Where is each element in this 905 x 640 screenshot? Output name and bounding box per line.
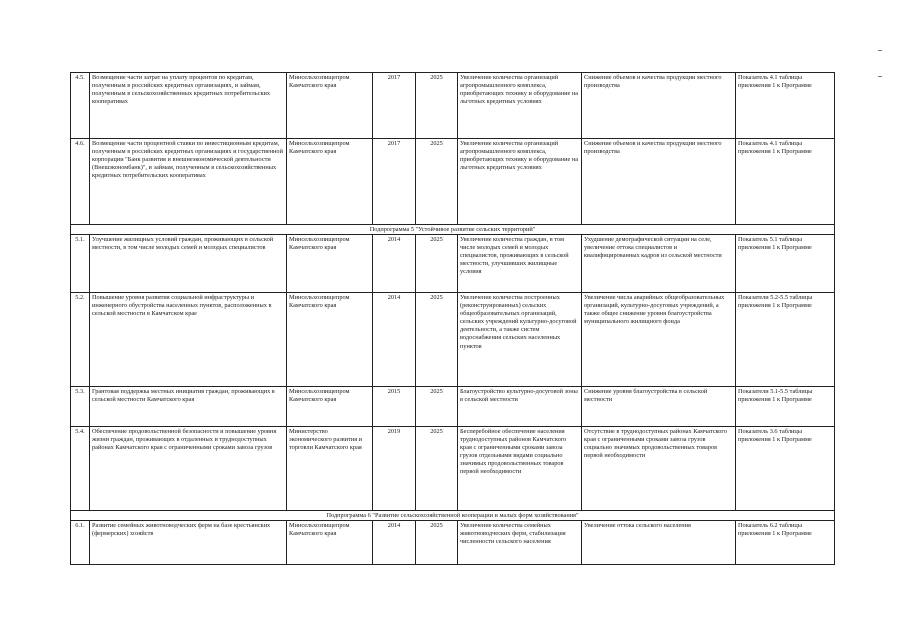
row-number: 4.6. [71,139,90,225]
start-year: 2019 [373,427,416,511]
start-year: 2017 [373,139,416,225]
scan-mark [878,76,882,77]
end-year: 2025 [416,427,458,511]
expected-result: Увеличение количества построенных (реконструированных) сельских общеобразовательных организаций, сельских учреждений культурно-досуговой деятельности, а также систем водоснабжения сельских населенных пунктов [458,293,582,387]
executor: Минсельхозпищепром Камчатского края [287,387,373,427]
scan-mark [878,50,882,51]
subprogram-title: Подпрограмма 5 "Устойчивое развитие сельских территорий" [71,225,835,235]
row-number: 5.3. [71,387,90,427]
expected-result: Увеличение количества граждан, в том числе молодых семей и молодых специалистов, проживающих в сельской местности, улучшивших жилищные условия [458,235,582,293]
end-year: 2025 [416,139,458,225]
related-indicator: Показатель 3.6 таблицы приложения 1 к Программе [736,427,835,511]
table-row [71,387,835,427]
activity-name: Повышение уровня развития социальной инфраструктуры и инженерного обустройства населенных пунктов, расположенных в сельской местности в Камчатском крае [90,293,287,387]
executor: Министерство экономического развития и торговли Камчатского края [287,427,373,511]
executor: Минсельхозпищепром Камчатского края [287,521,373,565]
activity-name: Улучшение жилищных условий граждан, проживающих в сельской местности, в том числе молодых семей и молодых специалистов [90,235,287,293]
row-number: 5.4. [71,427,90,511]
start-year: 2017 [373,73,416,139]
start-year: 2015 [373,387,416,427]
end-year: 2025 [416,387,458,427]
related-indicator: Показатель 4.1 таблицы приложения 1 к Программе [736,73,835,139]
row-number: 5.2. [71,293,90,387]
executor: Минсельхозпищепром Камчатского края [287,139,373,225]
non-implementation-consequence: Отсутствие в труднодоступных районах Камчатского края с ограниченными сроками завоза грузов социально значимых продовольственных товаров первой необходимости [582,427,736,511]
table-row [71,521,835,565]
row-number: 4.5. [71,73,90,139]
related-indicator: Показатели 5.1-5.5 таблицы приложения 1 к Программе [736,387,835,427]
subprogram-header-row [71,225,835,235]
row-number: 5.1. [71,235,90,293]
table-row [71,293,835,387]
non-implementation-consequence: Снижение объемов и качества продукции местного производства [582,139,736,225]
subprogram-title: Подпрограмма 6 "Развитие сельскохозяйственной кооперации и малых форм хозяйствования" [71,511,835,521]
non-implementation-consequence: Снижение объемов и качества продукции местного производства [582,73,736,139]
end-year: 2025 [416,293,458,387]
table-row [71,427,835,511]
start-year: 2014 [373,521,416,565]
table-row [71,73,835,139]
end-year: 2025 [416,521,458,565]
non-implementation-consequence: Снижение уровня благоустройства в сельской местности [582,387,736,427]
executor: Минсельхозпищепром Камчатского края [287,235,373,293]
end-year: 2025 [416,73,458,139]
non-implementation-consequence: Ухудшение демографической ситуации на селе, увеличение оттока специалистов и квалифицированных кадров из сельской местности [582,235,736,293]
executor: Минсельхозпищепром Камчатского края [287,73,373,139]
program-activities-table [70,72,835,565]
activity-name: Возмещение части процентной ставки по инвестиционным кредитам, полученным в российских кредитных организациях и государственной корпорации "Банк развития и внешнеэкономической деятельности (Внешэкономбанк)", и займам, полученным в сельскохозяйственных кредитных потребительских кооперативах [90,139,287,225]
non-implementation-consequence: Увеличение числа аварийных общеобразовательных организаций, культурно-досуговых учреждений, а также общее снижение уровня благоустройства муниципального жилищного фонда [582,293,736,387]
end-year: 2025 [416,235,458,293]
related-indicator: Показатель 6.2 таблицы приложения 1 к Программе [736,521,835,565]
activity-name: Грантовая поддержка местных инициатив граждан, проживающих в сельской местности Камчатского края [90,387,287,427]
row-number: 6.1. [71,521,90,565]
executor: Минсельхозпищепром Камчатского края [287,293,373,387]
activity-name: Возмещение части затрат на уплату процентов по кредитам, полученным в российских кредитных организациях, и займам, полученным в сельскохозяйственных кредитных потребительских кооперативах [90,73,287,139]
start-year: 2014 [373,235,416,293]
expected-result: Увеличение количества семейных животноводческих ферм, стабилизация численности сельского населения [458,521,582,565]
related-indicator: Показатели 5.2-5.5 таблицы приложения 1 к Программе [736,293,835,387]
subprogram-header-row [71,511,835,521]
related-indicator: Показатель 5.1 таблицы приложения 1 к Программе [736,235,835,293]
expected-result: Увеличение количества организаций агропромышленного комплекса, приобретающих технику и оборудование на льготных кредитных условиях [458,73,582,139]
start-year: 2014 [373,293,416,387]
related-indicator: Показатель 4.1 таблицы приложения 1 к Программе [736,139,835,225]
expected-result: Бесперебойное обеспечение населения труднодоступных районов Камчатского края с ограниченными сроками завоза грузов отдельными видами социально значимых продовольственных товаров первой необходимости [458,427,582,511]
non-implementation-consequence: Увеличение оттока сельского населения [582,521,736,565]
expected-result: Благоустройство культурно-досуговой зоны в сельской местности [458,387,582,427]
expected-result: Увеличение количества организаций агропромышленного комплекса, приобретающих технику и оборудование на льготных кредитных условиях [458,139,582,225]
activity-name: Обеспечение продовольственной безопасности и повышение уровня жизни граждан, проживающих в отдаленных и труднодоступных районах Камчатского края с ограниченными сроками завоза грузов [90,427,287,511]
table-row [71,235,835,293]
table-row [71,139,835,225]
activity-name: Развитие семейных животноводческих ферм на базе крестьянских (фермерских) хозяйств [90,521,287,565]
